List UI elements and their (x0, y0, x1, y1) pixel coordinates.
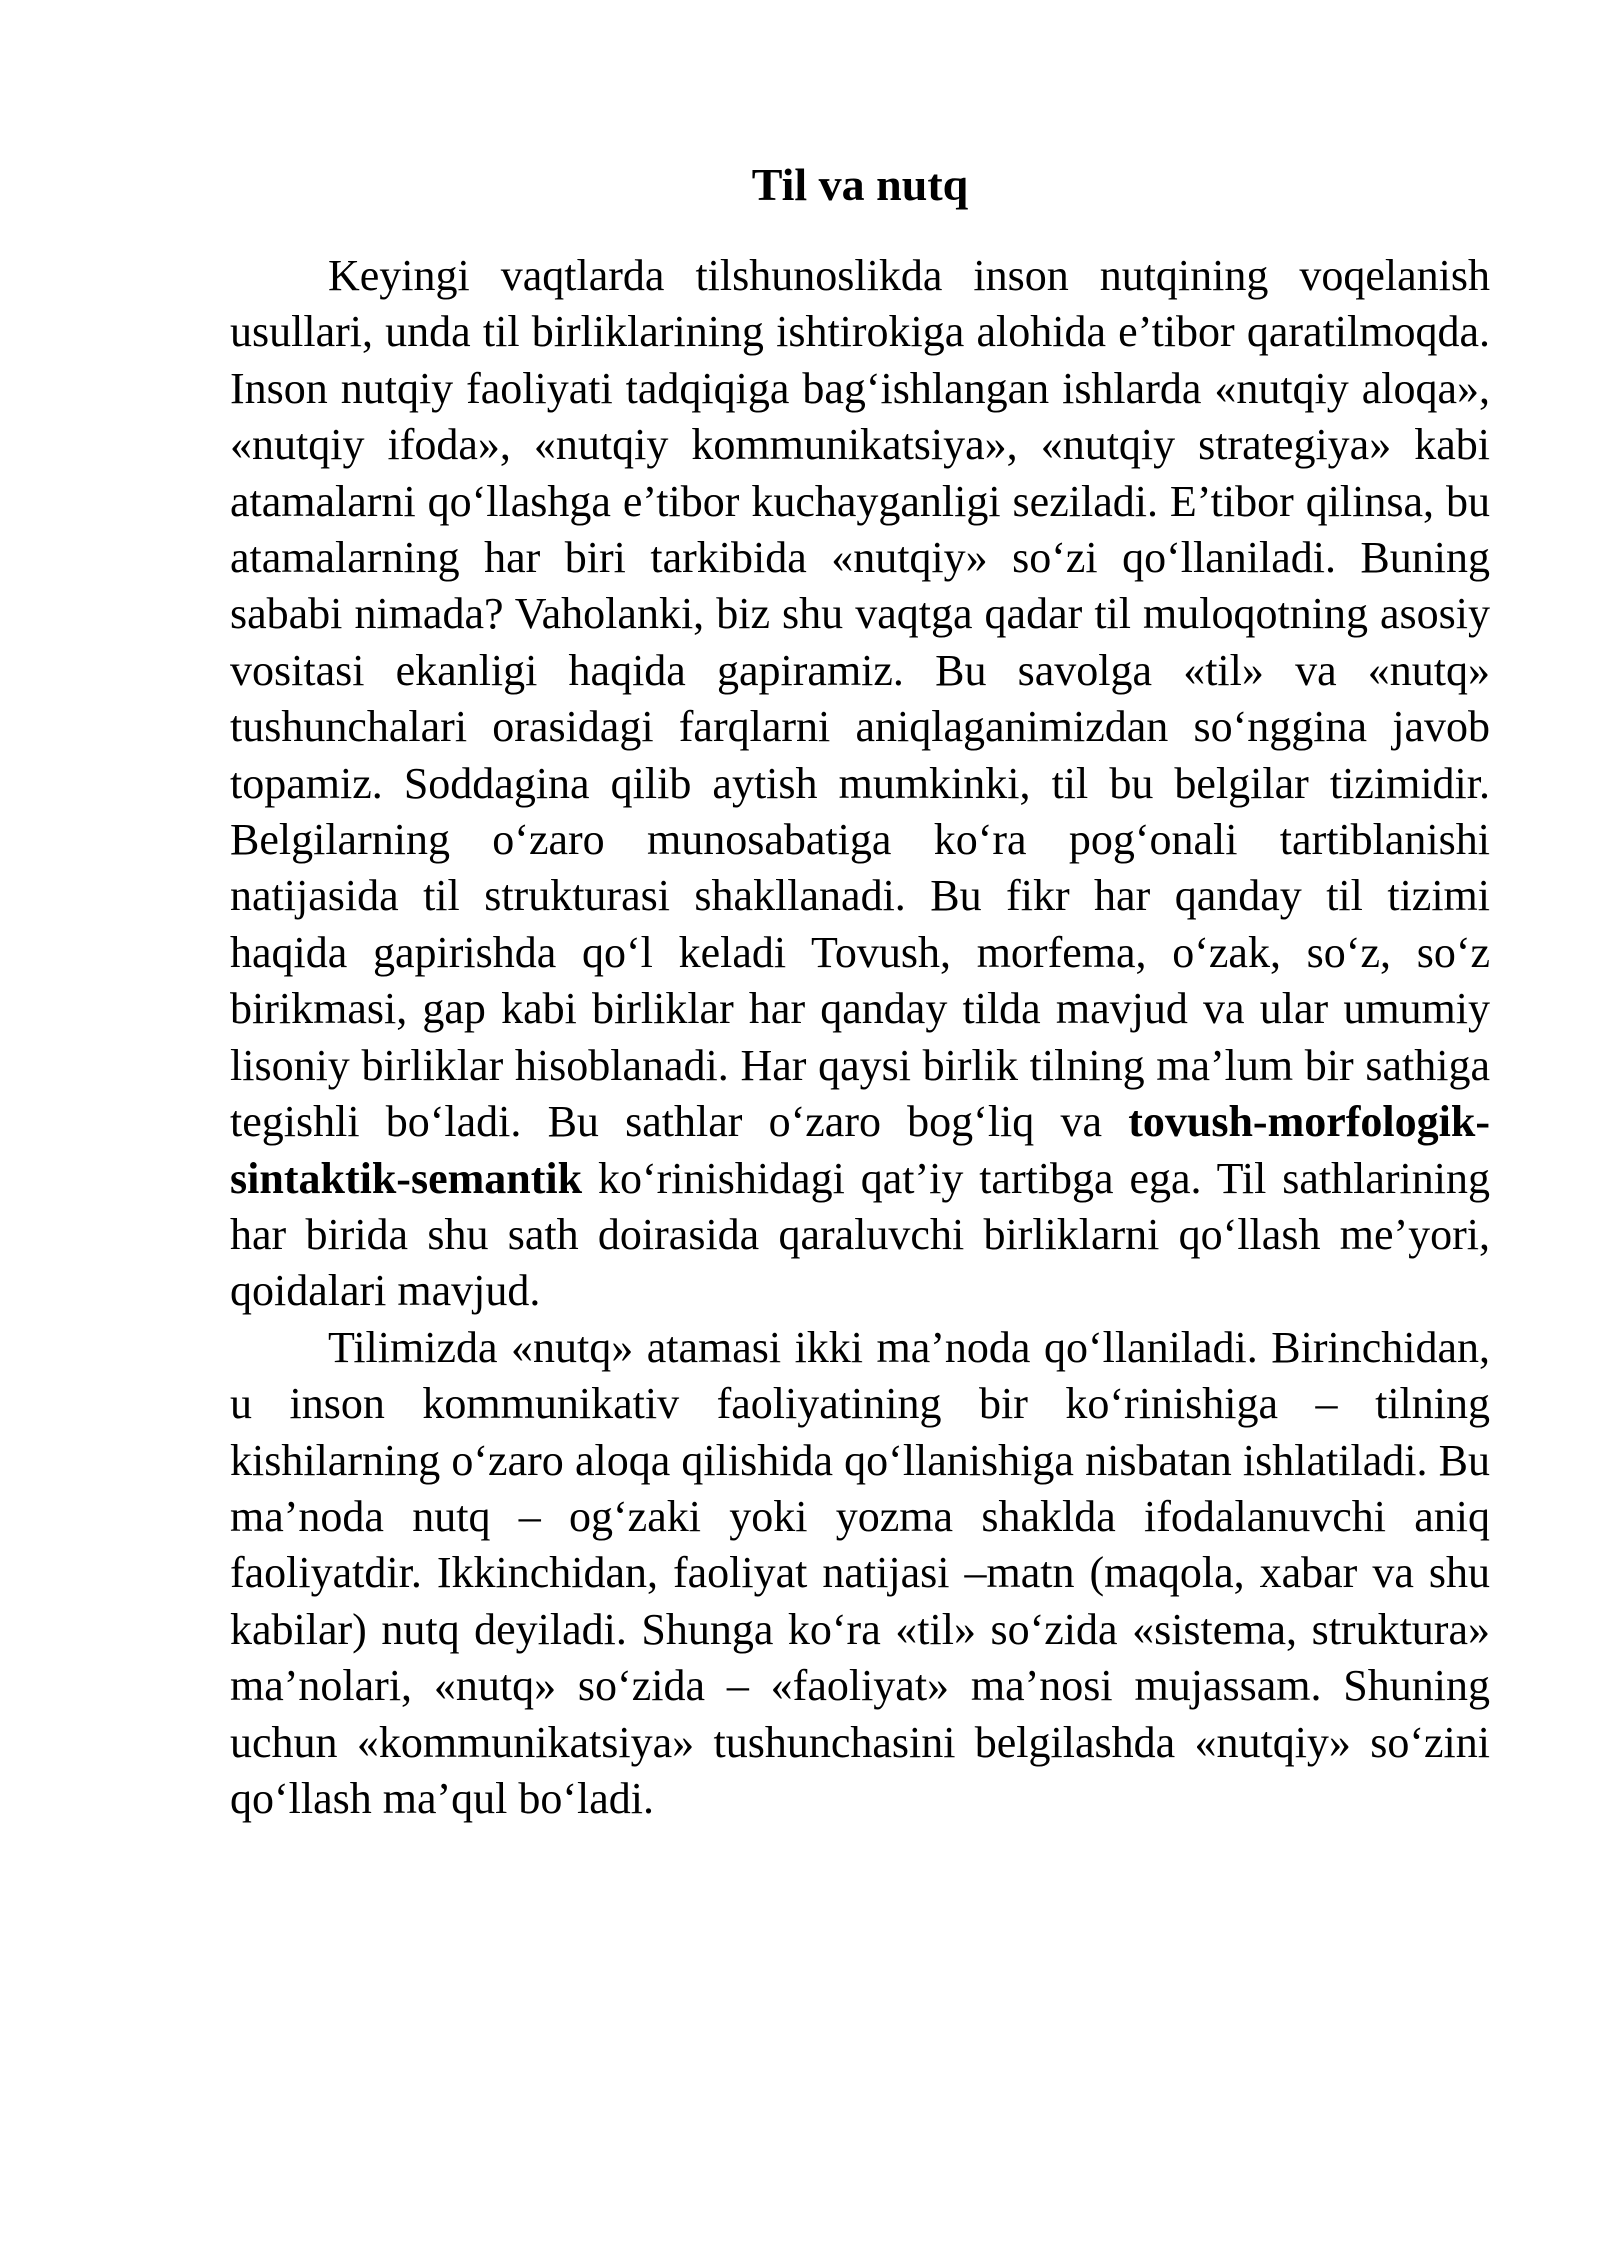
paragraph-1-text-start: Keyingi vaqtlarda tilshunoslikda inson nutqining voqelanish usullari, unda til birliklarining ishtirokiga alohida e’tibor qaratilmoqda. Inson nutqiy faoliyati tadqiqiga bag‘ishlangan ishlarda «nutqiy aloqa», «nutqiy ifoda», «nutqiy kommunikatsiya», «nutqiy strategiya» kabi atamalarni qo‘llashga e’tibor kuchayganligi seziladi. E’tibor qilinsa, bu atamalarning har biri tarkibida «nutqiy» so‘zi qo‘llaniladi. Buning sababi nimada? Vaholanki, biz shu vaqtga qadar til muloqotning asosiy vositasi ekanligi haqida gapiramiz. Bu savolga «til» va «nutq» tushunchalari orasidagi farqlarni aniqlaganimizdan so‘nggina javob topamiz. Soddagina qilib aytish mumkinki, til bu belgilar tizimidir. Belgilarning o‘zaro munosabatiga ko‘ra pog‘onali tartiblanishi natijasida til strukturasi shakllanadi. Bu fikr har qanday til tizimi haqida gapirishda qo‘l keladi Tovush, morfema, o‘zak, so‘z, so‘z birikmasi, gap kabi birliklar har qanday tilda mavjud va ular umumiy lisoniy birliklar hisoblanadi. Har qaysi birlik tilning ma’lum bir sathiga tegishli bo‘ladi. Bu sathlar o‘zaro bog‘liq va (230, 251, 1490, 1147)
document-body (230, 248, 1490, 1827)
paragraph-1-text-end: ko‘rinishidagi qat’iy tartibga ega. Til sathlarining har birida shu sath doirasida qaraluvchi birliklarni qo‘llash me’yori, qoidalari mavjud. (230, 1153, 1490, 1316)
paragraph-1 (230, 248, 1490, 1320)
document-title: Til va nutq (751, 159, 969, 210)
paragraph-1-bold-term: tovush-morfologik-sintaktik-semantik (230, 1097, 1490, 1203)
paragraph-2: Tilimizda «nutq» atamasi ikki ma’noda qo‘llaniladi. Birinchidan, u inson kommunikativ faoliyatining bir ko‘rinishiga – tilning kishilarning o‘zaro aloqa qilishida qo‘llanishiga nisbatan ishlatiladi. Bu ma’noda nutq – og‘zaki yoki yozma shaklda ifodalanuvchi aniq faoliyatdir. Ikkinchidan, faoliyat natijasi –matn (maqola, xabar va shu kabilar) nutq deyiladi. Shunga ko‘ra «til» so‘zida «sistema, struktura» ma’nolari, «nutq» so‘zida – «faoliyat» ma’nosi mujassam. Shuning uchun «kommunikatsiya» tushunchasini belgilashda «nutqiy» so‘zini qo‘llash ma’qul bo‘ladi. (230, 1322, 1490, 1823)
